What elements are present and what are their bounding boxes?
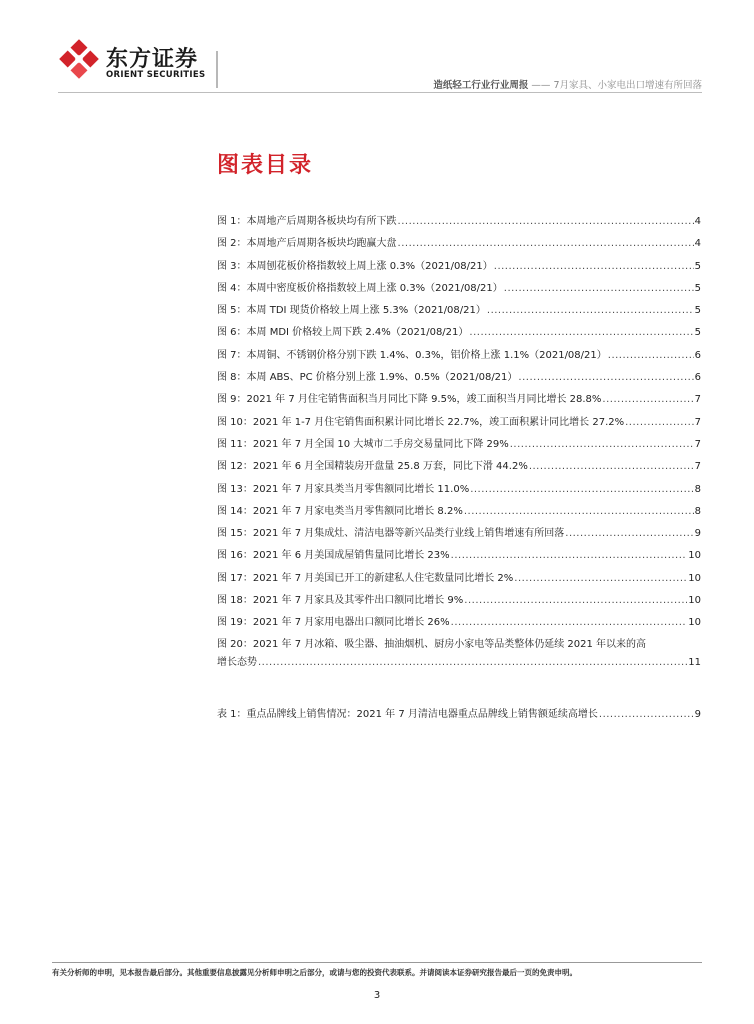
table-toc-list — [217, 705, 701, 727]
toc-item-label: 图 11：2021 年 7 月全国 10 大城市二手房交易量同比下降 29% — [217, 438, 509, 450]
toc-dot-leader — [602, 394, 693, 405]
toc-item-label: 图 5：本周 TDI 现货价格较上周上涨 5.3%（2021/08/21） — [217, 305, 486, 317]
toc-item[interactable] — [217, 234, 701, 256]
logo-chinese-name: 东方证券 — [106, 47, 199, 72]
toc-item[interactable] — [217, 413, 701, 435]
toc-item[interactable] — [217, 390, 701, 412]
toc-item-page: 11 — [688, 656, 701, 668]
toc-item-label: 图 7：本周铜、不锈钢价格分别下跌 1.4%、0.3%，铝价格上涨 1.1%（2021/08/21） — [217, 349, 607, 361]
toc-dot-leader — [451, 550, 688, 561]
toc-dot-leader — [487, 305, 694, 316]
toc-item-label: 图 9：2021 年 7 月住宅销售面积当月同比下降 9.5%，竣工面积当月同比增长 28.8% — [217, 394, 602, 406]
toc-item-label: 图 15：2021 年 7 月集成灶、清洁电器等新兴品类行业线上销售增速有所回落 — [217, 528, 565, 540]
toc-item-page: 5 — [694, 260, 701, 272]
toc-item-label: 图 3：本周刨花板价格指数较上周上涨 0.3%（2021/08/21） — [217, 260, 493, 272]
toc-item-page: 7 — [694, 461, 701, 473]
toc-item-page: 8 — [694, 483, 701, 495]
toc-item-page: 5 — [694, 282, 701, 294]
toc-item-label: 图 2：本周地产后周期各板块均跑赢大盘 — [217, 238, 397, 250]
toc-item-label: 图 14：2021 年 7 月家电类当月零售额同比增长 8.2% — [217, 505, 463, 517]
toc-item[interactable] — [217, 257, 701, 279]
toc-item-label: 图 18：2021 年 7 月家具及其零件出口额同比增长 9% — [217, 595, 464, 607]
toc-item-page: 6 — [694, 349, 701, 361]
toc-dot-leader — [398, 238, 694, 249]
footer-disclaimer: 有关分析师的申明，见本报告最后部分。其他重要信息披露见分析师申明之后部分，或请与您的投资代表联系。并请阅读本证券研究报告最后一页的免责申明。 — [52, 968, 577, 977]
toc-dot-leader — [510, 439, 694, 450]
toc-item-page: 7 — [694, 394, 701, 406]
toc-item-label-line1: 图 20：2021 年 7 月冰箱、吸尘器、抽油烟机、厨房小家电等品类整体仍延续 2021 年以来的高 — [217, 638, 647, 650]
toc-item-label: 图 16：2021 年 6 月美国成屋销售量同比增长 23% — [217, 550, 450, 562]
toc-item[interactable] — [217, 212, 701, 234]
toc-item-page: 8 — [694, 505, 701, 517]
report-industry-title: 造纸轻工行业行业周报 — [433, 80, 529, 91]
toc-item[interactable] — [217, 591, 701, 613]
toc-item-label: 图 4：本周中密度板价格指数较上周上涨 0.3%（2021/08/21） — [217, 282, 503, 294]
toc-dot-leader — [258, 654, 687, 672]
footer-rule — [52, 962, 702, 963]
toc-item-label: 表 1：重点品牌线上销售情况：2021 年 7 月清洁电器重点品牌线上销售额延续高增长 — [217, 709, 598, 720]
toc-dot-leader — [470, 484, 693, 495]
toc-dot-leader — [398, 216, 694, 227]
toc-dot-leader — [518, 372, 693, 383]
toc-dot-leader — [608, 350, 694, 361]
toc-item[interactable] — [217, 435, 701, 457]
toc-item-page: 5 — [694, 327, 701, 339]
toc-item[interactable] — [217, 705, 701, 727]
report-header-title — [433, 77, 702, 91]
toc-item-label: 图 19：2021 年 7 月家用电器出口额同比增长 26% — [217, 617, 450, 629]
toc-item[interactable] — [217, 546, 701, 568]
toc-item[interactable] — [217, 480, 701, 502]
toc-item[interactable] — [217, 502, 701, 524]
toc-dot-leader — [469, 327, 693, 338]
toc-item-page: 10 — [688, 617, 701, 629]
toc-item-page: 7 — [694, 416, 701, 428]
toc-dot-leader — [514, 573, 687, 584]
toc-item[interactable] — [217, 368, 701, 390]
company-logo — [58, 38, 218, 86]
figure-toc-list — [217, 212, 701, 672]
toc-dot-leader — [625, 417, 694, 428]
header-divider — [216, 51, 218, 88]
toc-item-label: 图 1：本周地产后周期各板块均有所下跌 — [217, 216, 397, 227]
toc-item-page: 10 — [688, 572, 701, 584]
toc-item-label: 图 8：本周 ABS、PC 价格分别上涨 1.9%、0.5%（2021/08/21） — [217, 372, 518, 384]
toc-dot-leader — [599, 709, 694, 720]
toc-item-page: 6 — [694, 372, 701, 384]
page-number: 3 — [373, 990, 381, 1001]
toc-item[interactable] — [217, 569, 701, 591]
toc-item-page: 4 — [694, 238, 701, 250]
toc-heading: 图表目录 — [217, 153, 314, 178]
logo-english-name: ORIENT SECURITIES — [106, 70, 206, 80]
toc-item[interactable] — [217, 346, 701, 368]
toc-item[interactable] — [217, 301, 701, 323]
toc-dot-leader — [464, 595, 687, 606]
toc-item-figure-20[interactable] — [217, 636, 701, 672]
toc-item-label: 图 10：2021 年 1-7 月住宅销售面积累计同比增长 22.7%，竣工面积累计同比增长 27.2% — [217, 416, 625, 428]
toc-item-page: 7 — [694, 438, 701, 450]
toc-item[interactable] — [217, 524, 701, 546]
toc-item-page: 4 — [694, 216, 701, 227]
report-subtitle: —— 7月家具、小家电出口增速有所回落 — [528, 80, 702, 91]
toc-item-label: 图 12：2021 年 6 月全国精装房开盘量 25.8 万套，同比下滑 44.2% — [217, 461, 528, 473]
toc-item-label-line2: 增长态势 — [217, 656, 257, 668]
toc-item-page: 9 — [694, 528, 701, 540]
logo-mark-icon — [58, 38, 100, 80]
toc-item-page: 5 — [694, 305, 701, 317]
toc-dot-leader — [565, 528, 693, 539]
toc-item[interactable] — [217, 457, 701, 479]
toc-dot-leader — [464, 506, 694, 517]
toc-item[interactable] — [217, 279, 701, 301]
toc-item-page: 9 — [694, 709, 701, 720]
toc-dot-leader — [504, 283, 694, 294]
toc-dot-leader — [451, 617, 688, 628]
toc-item[interactable] — [217, 323, 701, 345]
header-rule — [58, 92, 702, 93]
toc-item[interactable] — [217, 613, 701, 635]
toc-dot-leader — [529, 461, 694, 472]
toc-item-label: 图 13：2021 年 7 月家具类当月零售额同比增长 11.0% — [217, 483, 470, 495]
toc-item-page: 10 — [688, 595, 701, 607]
toc-item-label: 图 6：本周 MDI 价格较上周下跌 2.4%（2021/08/21） — [217, 327, 469, 339]
toc-dot-leader — [494, 261, 694, 272]
toc-item-page: 10 — [688, 550, 701, 562]
toc-item-label: 图 17：2021 年 7 月美国已开工的新建私人住宅数量同比增长 2% — [217, 572, 514, 584]
